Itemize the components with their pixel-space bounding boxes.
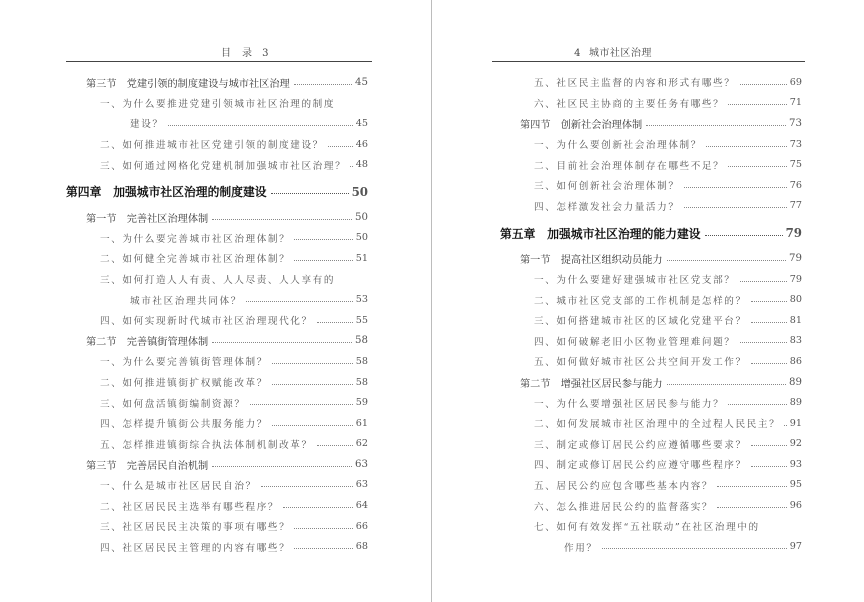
- left-header-text: 目 录: [220, 48, 253, 59]
- toc-dot-leader: [751, 322, 787, 323]
- toc-dot-leader: [717, 507, 787, 508]
- toc-entry-page-number: 73: [789, 117, 802, 129]
- toc-entry-title: 第五章 加强城市社区治理的能力建设: [500, 226, 701, 241]
- toc-entry-page-number: 51: [355, 252, 368, 264]
- toc-dot-leader: [784, 425, 787, 426]
- left-running-head: [0, 44, 432, 59]
- toc-dot-leader: [602, 548, 787, 549]
- toc-entry-page-number: 79: [789, 273, 802, 285]
- right-running-head: [432, 44, 864, 59]
- toc-entry-title: 第一节 完善社区治理体制: [86, 213, 209, 225]
- toc-dot-leader: [261, 486, 353, 487]
- toc-question-entry: [500, 495, 802, 516]
- toc-entry-page-number: 61: [355, 417, 368, 429]
- toc-entry-title: 第四节 创新社会治理体制: [520, 119, 643, 131]
- toc-entry-page-number: 75: [789, 159, 802, 171]
- toc-entry-page-number: 58: [355, 335, 368, 347]
- toc-entry-page-number: 79: [785, 226, 802, 241]
- toc-dot-leader: [328, 146, 353, 147]
- toc-entry-title: 三、制定或修订居民公约应遵循哪些要求？: [534, 439, 747, 451]
- toc-dot-leader: [667, 260, 786, 261]
- toc-question-entry: [500, 331, 802, 352]
- right-header-page-number: 4: [574, 48, 581, 59]
- toc-section-entry: [66, 207, 368, 228]
- toc-entry-title: 一、什么是城市社区居民自治？: [100, 480, 257, 492]
- toc-dot-leader: [728, 166, 786, 167]
- toc-dot-leader: [684, 187, 787, 188]
- toc-dot-leader: [317, 445, 353, 446]
- toc-dot-leader: [272, 363, 353, 364]
- toc-entry-page-number: 95: [789, 479, 802, 491]
- toc-entry-title: 作用？: [564, 542, 598, 554]
- right-page: [432, 0, 864, 602]
- toc-question-entry: [66, 475, 368, 496]
- toc-entry-title: 四、怎样激发社会力量活力？: [534, 201, 680, 213]
- toc-question-entry: [500, 134, 802, 155]
- toc-section-entry: [500, 113, 802, 134]
- right-header-text: 城市社区治理: [588, 48, 652, 59]
- toc-entry-page-number: 62: [355, 438, 368, 450]
- toc-entry-page-number: 97: [789, 541, 802, 553]
- toc-question-entry: [66, 310, 368, 331]
- toc-entry-page-number: 81: [789, 314, 802, 326]
- toc-dot-leader: [271, 193, 349, 194]
- toc-dot-leader: [212, 219, 352, 220]
- toc-dot-leader: [294, 84, 352, 85]
- toc-dot-leader: [740, 342, 787, 343]
- toc-question-entry: [66, 93, 368, 114]
- toc-entry-title: 五、如何做好城市社区公共空间开发工作？: [534, 357, 747, 369]
- toc-entry-page-number: 55: [355, 314, 368, 326]
- toc-dot-leader: [317, 322, 353, 323]
- toc-entry-title: 一、为什么要推进党建引领城市社区治理的制度: [100, 98, 336, 110]
- toc-entry-page-number: 96: [789, 500, 802, 512]
- toc-dot-leader: [294, 528, 352, 529]
- toc-dot-leader: [294, 548, 352, 549]
- toc-entry-title: 一、为什么要完善镇街管理体制？: [100, 357, 268, 369]
- toc-question-entry: [66, 248, 368, 269]
- toc-question-entry: [500, 72, 802, 93]
- toc-entry-title: 五、怎样推进镇街综合执法体制机制改革？: [100, 439, 313, 451]
- toc-question-entry: [66, 228, 368, 249]
- toc-question-entry: [500, 196, 802, 217]
- toc-entry-title: 三、如何通过网格化党建机制加强城市社区治理？: [100, 160, 347, 172]
- toc-dot-leader: [706, 146, 787, 147]
- toc-entry-title: 四、如何实现新时代城市社区治理现代化？: [100, 316, 313, 328]
- toc-entry-page-number: 63: [355, 479, 368, 491]
- toc-dot-leader: [294, 260, 352, 261]
- toc-entry-title: 一、为什么要创新社会治理体制？: [534, 140, 702, 152]
- toc-question-entry: [66, 269, 368, 290]
- toc-entry-page-number: 77: [789, 200, 802, 212]
- toc-entry-title: 三、社区居民民主决策的事项有哪些？: [100, 522, 291, 534]
- toc-question-entry: [66, 495, 368, 516]
- toc-dot-leader: [751, 466, 787, 467]
- toc-dot-leader: [667, 384, 786, 385]
- toc-dot-leader: [283, 507, 353, 508]
- toc-entry-title: 第二节 完善镇街管理体制: [86, 337, 209, 349]
- toc-entry-page-number: 50: [355, 211, 368, 223]
- toc-question-entry: [500, 154, 802, 175]
- toc-section-entry: [66, 72, 368, 93]
- right-toc-list: [500, 72, 802, 557]
- toc-dot-leader: [751, 445, 787, 446]
- toc-dot-leader: [168, 125, 353, 126]
- toc-question-entry: [66, 351, 368, 372]
- toc-question-entry: [500, 413, 802, 434]
- toc-entry-title: 三、如何创新社会治理体制？: [534, 181, 680, 193]
- toc-entry-title: 七、如何有效发挥“五社联动”在社区治理中的: [534, 522, 760, 534]
- toc-entry-title: 第一节 提高社区组织动员能力: [520, 254, 663, 266]
- toc-section-entry: [66, 454, 368, 475]
- toc-dot-leader: [705, 235, 783, 236]
- toc-entry-page-number: 45: [355, 117, 368, 129]
- toc-entry-title: 五、社区民主监督的内容和形式有哪些？: [534, 78, 736, 90]
- right-header-rule: [492, 61, 805, 62]
- toc-dot-leader: [646, 125, 786, 126]
- toc-entry-page-number: 86: [789, 355, 802, 367]
- toc-entry-title: 二、目前社会治理体制存在哪些不足？: [534, 160, 725, 172]
- toc-question-entry: [500, 392, 802, 413]
- toc-question-entry: [500, 434, 802, 455]
- toc-question-entry: [66, 434, 368, 455]
- toc-section-entry: [500, 248, 802, 269]
- toc-entry-page-number: 83: [789, 335, 802, 347]
- toc-question-entry: [500, 269, 802, 290]
- toc-entry-page-number: 91: [789, 417, 802, 429]
- toc-entry-title: 一、为什么要增强社区居民参与能力？: [534, 398, 725, 410]
- toc-entry-page-number: 46: [355, 138, 368, 150]
- toc-entry-page-number: 50: [355, 232, 368, 244]
- toc-entry-title: 四、制定或修订居民公约应遵守哪些程序？: [534, 460, 747, 472]
- toc-entry-title: 三、如何盘活镇街编制资源？: [100, 398, 246, 410]
- toc-entry-title: 第二节 增强社区居民参与能力: [520, 378, 663, 390]
- toc-entry-title: 四、如何破解老旧小区物业管理难问题？: [534, 336, 736, 348]
- toc-entry-page-number: 66: [355, 520, 368, 532]
- toc-entry-page-number: 53: [355, 294, 368, 306]
- toc-question-entry: [500, 475, 802, 496]
- toc-question-entry: [500, 289, 802, 310]
- toc-question-entry: [66, 372, 368, 393]
- left-toc-list: [66, 72, 368, 557]
- toc-entry-title: 二、社区居民民主选举有哪些程序？: [100, 501, 280, 513]
- toc-question-entry: [66, 392, 368, 413]
- toc-entry-title: 三、如何搭建城市社区的区域化党建平台？: [534, 316, 747, 328]
- toc-entry-title: 一、为什么要建好建强城市社区党支部？: [534, 275, 736, 287]
- toc-dot-leader: [684, 207, 787, 208]
- toc-entry-title: 第三节 党建引领的制度建设与城市社区治理: [86, 78, 290, 90]
- toc-section-entry: [500, 372, 802, 393]
- toc-question-entry: [66, 134, 368, 155]
- toc-question-entry: [66, 536, 368, 557]
- toc-entry-page-number: 63: [355, 458, 368, 470]
- toc-entry-page-number: 89: [789, 397, 802, 409]
- toc-entry-title: 建设？: [130, 119, 164, 131]
- toc-dot-leader: [728, 404, 786, 405]
- toc-question-entry: [66, 154, 368, 175]
- toc-dot-leader: [294, 239, 352, 240]
- toc-entry-title: 三、如何打造人人有责、人人尽责、人人享有的: [100, 275, 336, 287]
- left-header-page-number: 3: [262, 48, 270, 59]
- toc-entry-page-number: 80: [789, 294, 802, 306]
- left-header-rule: [66, 61, 372, 62]
- toc-entry-title: 二、如何推进镇街扩权赋能改革？: [100, 378, 268, 390]
- toc-dot-leader: [728, 104, 786, 105]
- toc-question-entry: [66, 413, 368, 434]
- toc-entry-page-number: 48: [355, 159, 368, 171]
- toc-entry-title: 二、如何发展城市社区治理中的全过程人民民主？: [534, 419, 781, 431]
- toc-dot-leader: [212, 466, 352, 467]
- toc-dot-leader: [751, 363, 787, 364]
- toc-question-entry: [66, 516, 368, 537]
- toc-entry-page-number: 73: [789, 138, 802, 150]
- toc-entry-page-number: 50: [351, 184, 368, 199]
- toc-entry-title: 二、如何健全完善城市社区治理体制？: [100, 254, 291, 266]
- toc-dot-leader: [212, 342, 352, 343]
- toc-dot-leader: [740, 281, 787, 282]
- toc-entry-title: 城市社区治理共同体？: [130, 295, 242, 307]
- toc-entry-page-number: 69: [789, 76, 802, 88]
- toc-dot-leader: [272, 425, 353, 426]
- toc-section-entry: [66, 331, 368, 352]
- toc-entry-page-number: 79: [789, 252, 802, 264]
- toc-entry-page-number: 71: [789, 97, 802, 109]
- toc-entry-page-number: 45: [355, 76, 368, 88]
- toc-question-continued-entry: [500, 536, 802, 557]
- toc-entry-page-number: 92: [789, 438, 802, 450]
- toc-entry-title: 二、城市社区党支部的工作机制是怎样的？: [534, 295, 747, 307]
- toc-entry-page-number: 68: [355, 541, 368, 553]
- toc-question-entry: [500, 310, 802, 331]
- toc-dot-leader: [350, 166, 353, 167]
- toc-chapter-entry: [500, 218, 802, 248]
- toc-dot-leader: [246, 301, 353, 302]
- toc-entry-page-number: 58: [355, 376, 368, 388]
- toc-question-entry: [500, 93, 802, 114]
- toc-entry-title: 第四章 加强城市社区治理的制度建设: [66, 185, 267, 200]
- toc-question-continued-entry: [66, 113, 368, 134]
- toc-dot-leader: [250, 404, 353, 405]
- toc-question-entry: [500, 175, 802, 196]
- toc-chapter-entry: [66, 177, 368, 207]
- toc-entry-page-number: 93: [789, 458, 802, 470]
- toc-entry-title: 第三节 完善居民自治机制: [86, 460, 209, 472]
- toc-entry-page-number: 58: [355, 355, 368, 367]
- toc-entry-title: 五、居民公约应包含哪些基本内容？: [534, 480, 714, 492]
- toc-entry-title: 四、怎样提升镇街公共服务能力？: [100, 419, 268, 431]
- toc-question-entry: [500, 351, 802, 372]
- toc-entry-title: 六、怎么推进居民公约的监督落实？: [534, 501, 714, 513]
- toc-entry-page-number: 64: [355, 500, 368, 512]
- toc-dot-leader: [272, 384, 353, 385]
- toc-entry-page-number: 89: [789, 376, 802, 388]
- toc-dot-leader: [751, 301, 787, 302]
- toc-entry-title: 二、如何推进城市社区党建引领的制度建设？: [100, 140, 324, 152]
- toc-question-entry: [500, 516, 802, 537]
- toc-entry-title: 一、为什么要完善城市社区治理体制？: [100, 233, 291, 245]
- toc-entry-page-number: 59: [355, 397, 368, 409]
- toc-dot-leader: [740, 84, 787, 85]
- toc-dot-leader: [717, 486, 787, 487]
- toc-question-continued-entry: [66, 289, 368, 310]
- toc-entry-page-number: 76: [789, 179, 802, 191]
- toc-entry-title: 六、社区民主协商的主要任务有哪些？: [534, 98, 725, 110]
- toc-question-entry: [500, 454, 802, 475]
- toc-entry-title: 四、社区居民民主管理的内容有哪些？: [100, 542, 291, 554]
